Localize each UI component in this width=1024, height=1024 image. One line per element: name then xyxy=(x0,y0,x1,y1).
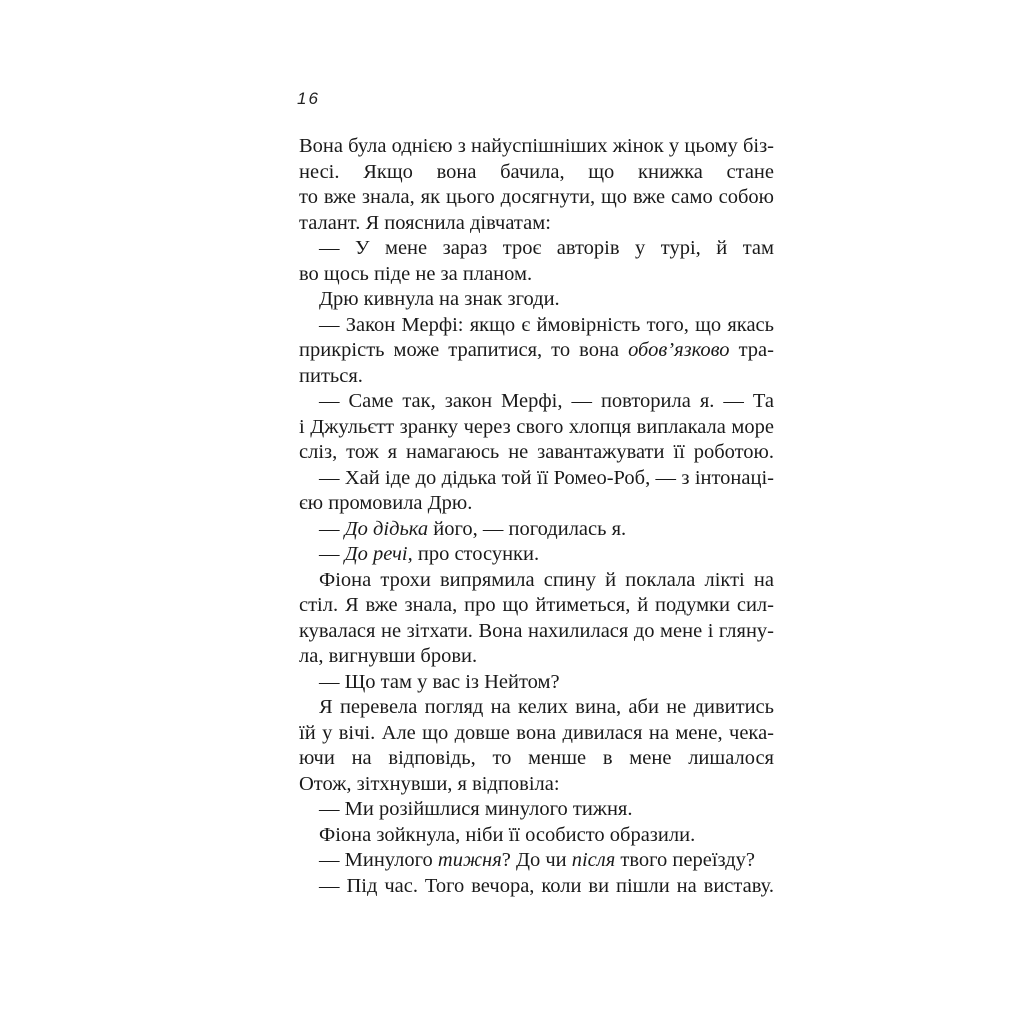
text-segment: прикрість може трапитися, то вона xyxy=(299,339,629,361)
text-line xyxy=(299,593,774,619)
text-segment: — Закон Мерфі: якщо є ймовірність того, що якась xyxy=(319,313,774,336)
text-segment: і Джульєтт зранку через свого хлопця виплакала море xyxy=(299,415,774,438)
text-segment: їй у вічі. Але що довше вона дивилася на мене, чека- xyxy=(299,721,774,744)
text-segment: Вона була однією з найуспішніших жінок у цьому біз- xyxy=(299,135,774,157)
text-segment: во щось піде не за планом. xyxy=(299,262,533,285)
text-line xyxy=(299,160,774,186)
text-segment: кувалася не зітхати. Вона нахилилася до мене і гляну- xyxy=(299,619,774,642)
text-line xyxy=(299,466,774,492)
text-line xyxy=(299,185,774,211)
text-segment: — Минулого xyxy=(319,849,438,871)
text-segment: — Саме так, закон Мерфі, — повторила я. — Та xyxy=(319,390,774,412)
text-segment: про стосунки. xyxy=(412,543,540,565)
text-segment: ючи на відповідь, то менше в мене лишалося xyxy=(299,747,774,769)
text-line xyxy=(299,287,774,313)
text-segment: питься. xyxy=(299,364,363,387)
italic-text: тижня xyxy=(437,849,502,871)
text-line xyxy=(299,364,774,390)
text-segment: — Ми розійшлися минулого тижня. xyxy=(319,798,633,820)
text-segment: несі. Якщо вона бачила, що книжка стане xyxy=(299,160,774,183)
text-segment: талант. Я пояснила дівчатам: xyxy=(299,211,551,234)
text-segment: — xyxy=(319,543,345,565)
body-text xyxy=(299,134,774,899)
text-line xyxy=(299,874,774,900)
text-line xyxy=(299,491,774,517)
text-segment: — Хай іде до дідька той її Ромео-Роб, — з інтонаці- xyxy=(319,466,774,489)
text-line xyxy=(299,644,774,670)
italic-text: До дідька xyxy=(344,517,429,540)
text-line xyxy=(299,389,774,415)
text-segment: — xyxy=(319,517,345,540)
text-line xyxy=(299,415,774,441)
text-line xyxy=(299,134,774,160)
text-line xyxy=(299,695,774,721)
text-segment: Отож, зітхнувши, я відповіла: xyxy=(299,772,560,795)
text-segment: ла, вигнувши брови. xyxy=(299,645,478,667)
text-line xyxy=(299,440,774,466)
text-line xyxy=(299,670,774,696)
text-segment: Дрю кивнула на знак згоди. xyxy=(319,288,560,310)
text-line xyxy=(299,772,774,798)
text-line xyxy=(299,619,774,645)
text-line xyxy=(299,338,774,364)
italic-text: після xyxy=(571,849,616,871)
text-line xyxy=(299,236,774,262)
text-segment: Фіона трохи випрямила спину й поклала лікті на xyxy=(319,568,774,591)
text-segment: сліз, тож я намагаюсь не завантажувати її роботою. xyxy=(299,441,774,463)
text-line xyxy=(299,262,774,288)
text-line xyxy=(299,823,774,849)
text-segment: ? До чи xyxy=(501,849,572,871)
text-segment: Фіона зойкнула, ніби її особисто образили. xyxy=(319,823,696,846)
italic-text: обов’язково xyxy=(628,339,730,361)
text-line xyxy=(299,848,774,874)
text-line xyxy=(299,517,774,543)
text-line xyxy=(299,313,774,339)
page-number: 16 xyxy=(297,89,320,108)
text-segment: стіл. Я вже знала, про що йтиметься, й подумки сил- xyxy=(299,594,774,616)
text-line xyxy=(299,721,774,747)
text-segment: Я перевела погляд на келих вина, аби не дивитись xyxy=(319,696,774,718)
text-line xyxy=(299,211,774,237)
text-segment: єю промовила Дрю. xyxy=(299,492,473,514)
text-line xyxy=(299,797,774,823)
text-line xyxy=(299,542,774,568)
text-segment: — Під час. Того вечора, коли ви пішли на виставу. xyxy=(319,874,774,897)
text-segment: його, — погодилась я. xyxy=(428,517,627,540)
italic-text: До речі, xyxy=(344,543,413,565)
text-segment: твого переїзду? xyxy=(615,849,756,871)
text-line xyxy=(299,568,774,594)
text-segment: то вже знала, як цього досягнути, що вже само собою xyxy=(299,186,774,208)
text-line xyxy=(299,746,774,772)
text-segment: — Що там у вас із Нейтом? xyxy=(319,670,560,693)
text-segment: тра- xyxy=(729,339,774,361)
text-segment: — У мене зараз троє авторів у турі, й там xyxy=(319,237,774,259)
